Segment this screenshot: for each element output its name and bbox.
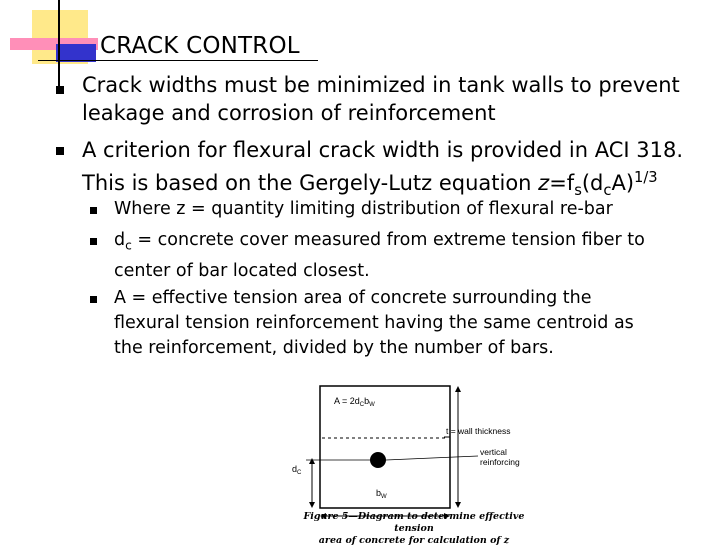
bullet-2-line-1: A criterion for flexural crack width is provided in ACI 318. (82, 138, 684, 162)
thickness-label: t = wall thickness (446, 426, 511, 436)
subbullet-2-line-2: center of bar located closest. (114, 260, 370, 281)
subbullet-3-line-2: flexural tension reinforcement having the same centroid as (114, 313, 634, 333)
deco-vertical-line (58, 0, 60, 88)
subbullet-marker (90, 238, 97, 245)
dc-arrow-head-top (309, 458, 315, 464)
equation-open: (d (581, 171, 604, 195)
subbullet-marker (90, 207, 97, 214)
bullet-1 (82, 71, 680, 127)
area-label: $A = 2d_Cb_W$ (334, 396, 375, 408)
figure-caption-line-1: Figure 5—Diagram to determine effective tension (303, 511, 525, 534)
subbullet-3 (114, 286, 634, 361)
figure-caption (296, 511, 532, 547)
dc-label: $d_C$ (292, 464, 302, 476)
subbullet-1 (114, 197, 613, 222)
bullet-2 (82, 136, 683, 205)
subbullet-3-line-3: the reinforcement, divided by the number of bars. (114, 338, 554, 358)
vertical-label-2: reinforcing (480, 457, 520, 467)
subbullet-2-sub-c: c (125, 238, 132, 253)
equation-sub-s: s (574, 182, 582, 200)
subbullet-1-line-1: Where z = quantity limiting distribution of flexural re-bar (114, 199, 613, 219)
rebar-circle (370, 452, 386, 468)
slide-title: CRACK CONTROL (100, 33, 300, 59)
bullet-1-line-1: Crack widths must be minimized in tank walls to prevent (82, 73, 680, 97)
deco-horizontal-line (38, 60, 318, 61)
subbullet-2-rest: = concrete cover measured from extreme tension fiber to (131, 230, 645, 250)
subbullet-2-line-1 (114, 228, 645, 259)
vertical-label-1: vertical (480, 447, 507, 457)
thickness-arrow-head-top (455, 386, 461, 392)
equation-exponent: 1/3 (634, 169, 658, 186)
bw-label: $b_W$ (376, 488, 387, 500)
equation-A: A) (611, 171, 635, 195)
bullet-2-line-2-prefix: This is based on the Gergely-Lutz equation (82, 171, 539, 195)
equation-z: z (538, 171, 550, 195)
figure-caption-line-2: area of concrete for calculation of z (318, 535, 510, 546)
bullet-marker (56, 86, 64, 94)
bullet-1-line-2: leakage and corrosion of reinforcement (82, 101, 496, 125)
subbullet-marker (90, 296, 97, 303)
subbullet-2-d: d (114, 230, 126, 250)
bullet-marker (56, 147, 64, 155)
dc-arrow-head-bottom (309, 502, 315, 508)
thickness-arrow-head-bottom (455, 502, 461, 508)
equation-eq: =f (549, 171, 575, 195)
equation-sub-c: c (603, 182, 612, 200)
subbullet-2 (114, 228, 645, 284)
subbullet-3-line-1: A = effective tension area of concrete surrounding the (114, 288, 592, 308)
